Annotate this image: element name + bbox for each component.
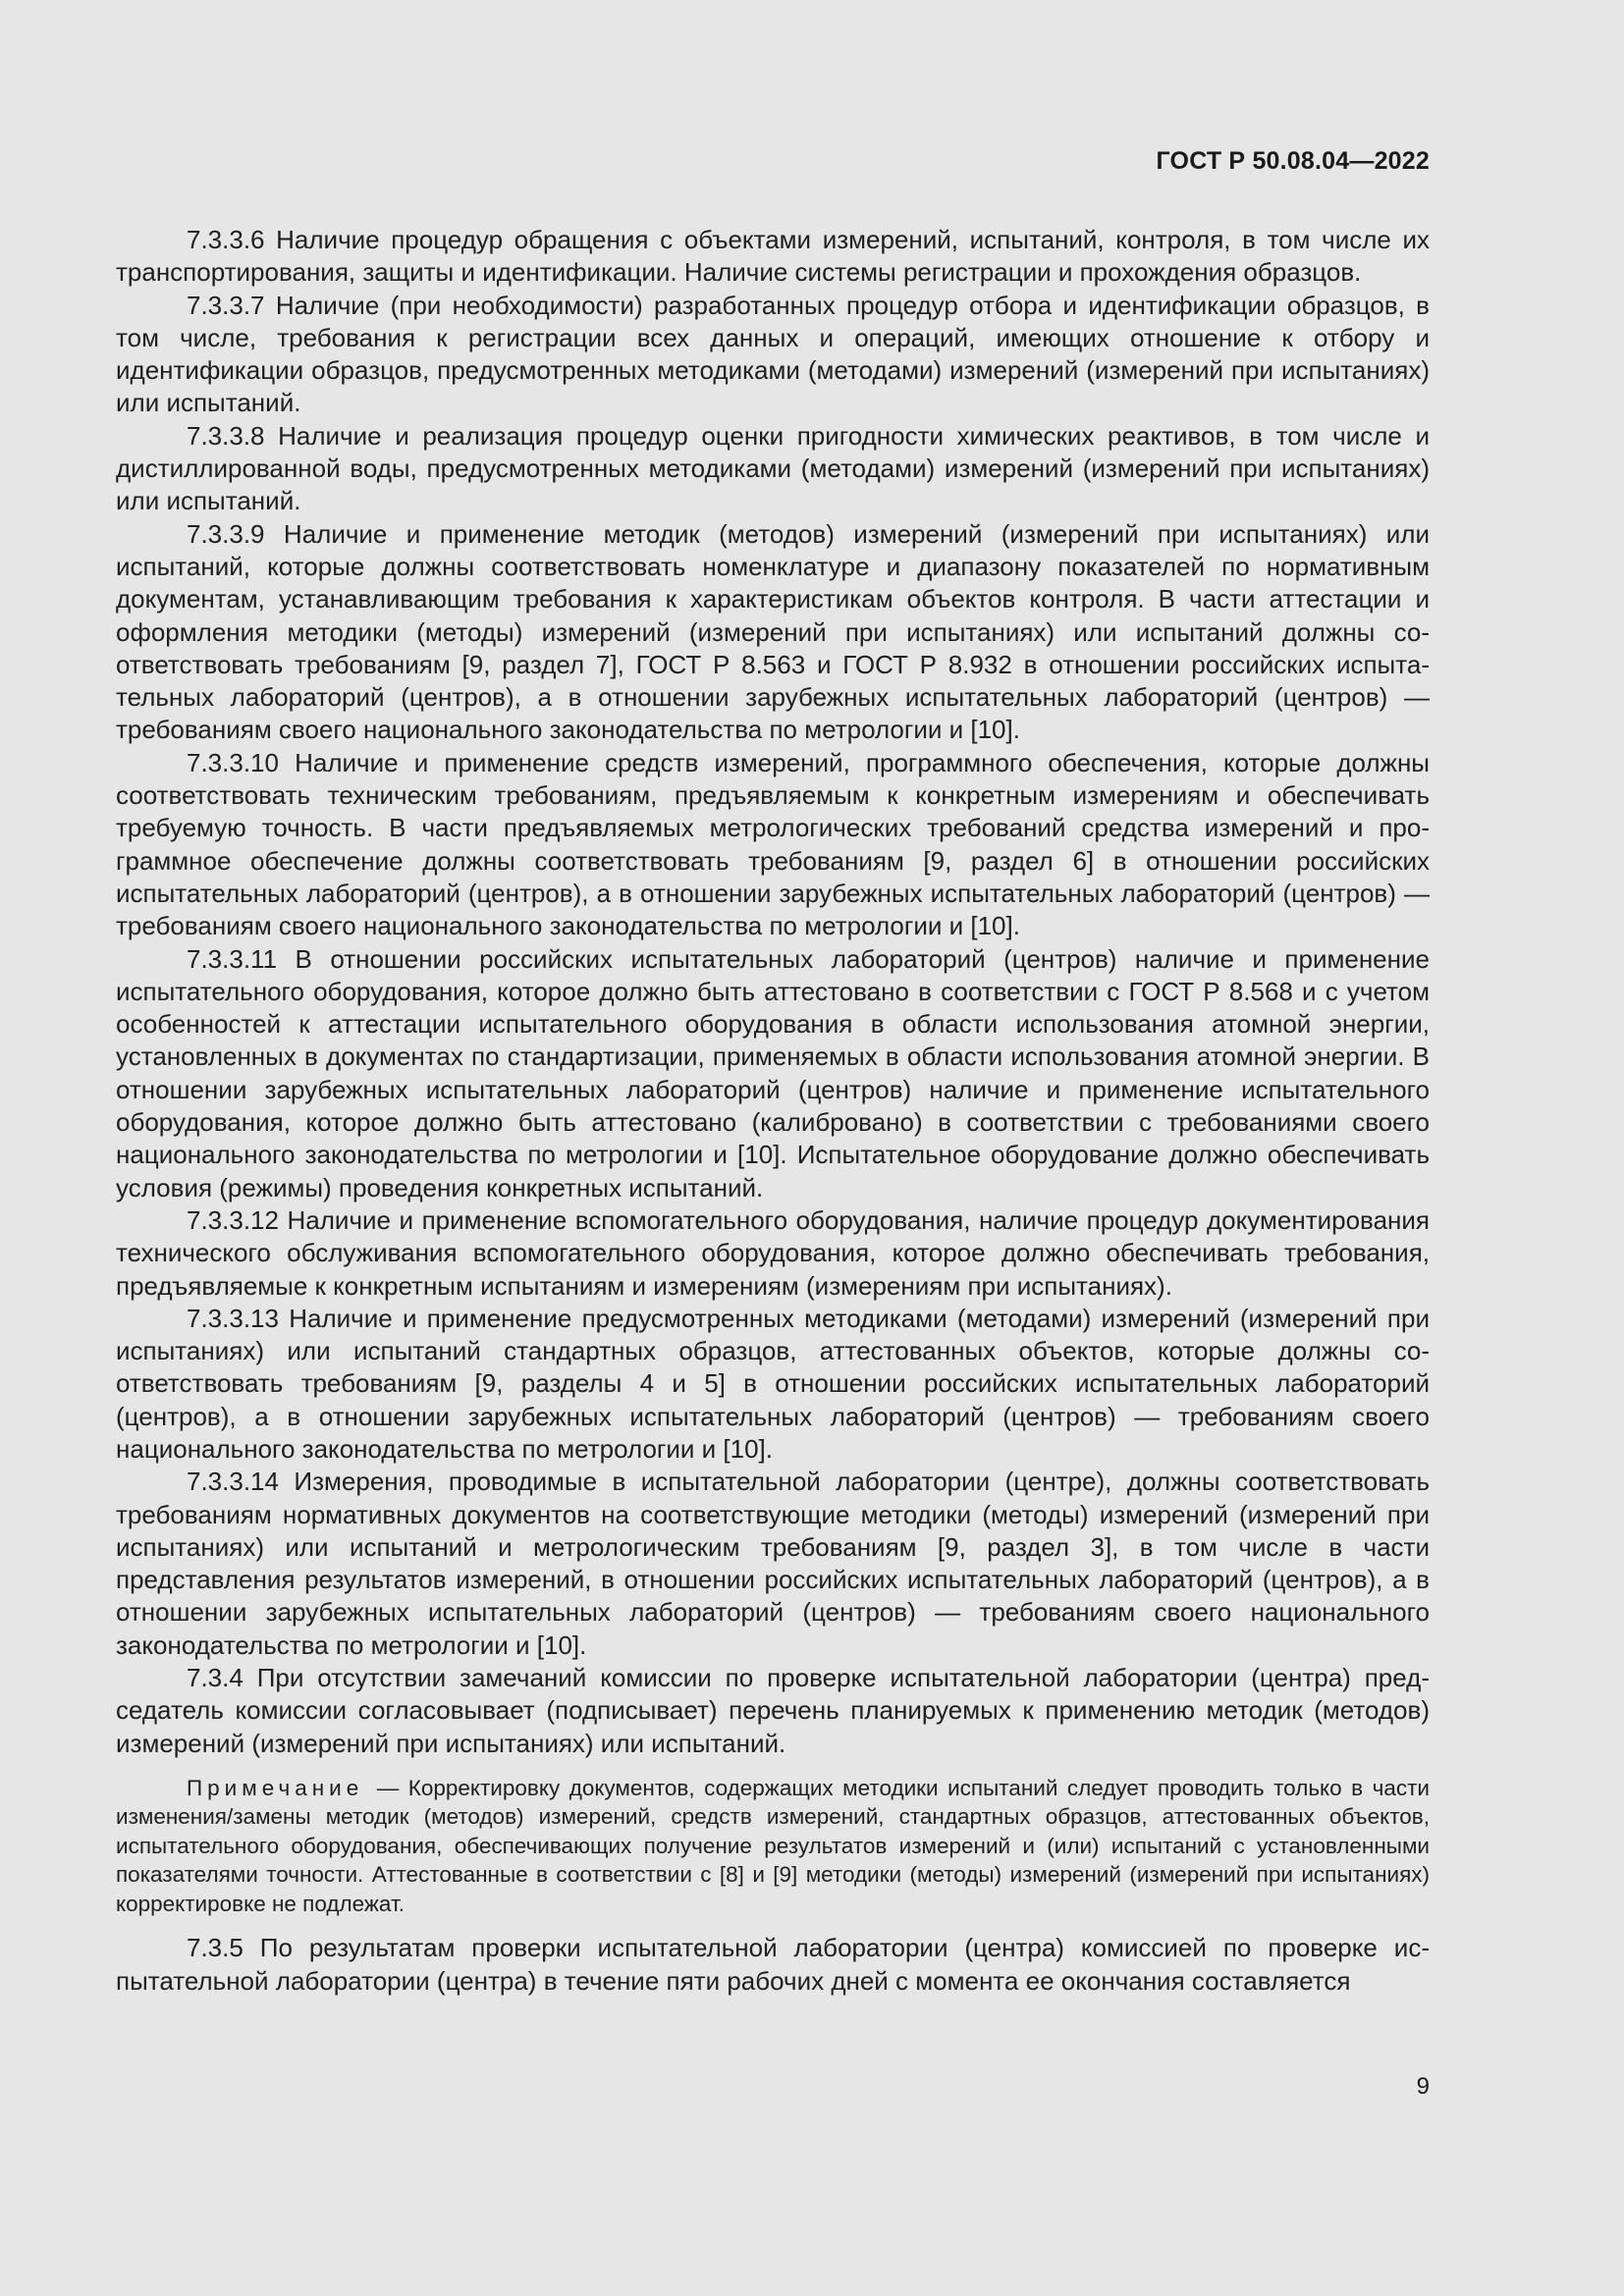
paragraph-7-3-3-7: 7.3.3.7 Наличие (при необходимости) разработанных процедур отбора и идентификации образцов, в том числе, требования к регистрации всех данных и операций, имеющих отношение к отбору и идентификации образцов, предусмотренных методиками (методами) измерений (измерений при испытаниях) или испытаний. [116, 290, 1430, 418]
paragraph-7-3-4: 7.3.4 При отсутствии замечаний комиссии по проверке испытательной лаборатории (центра) председатель комиссии согласовывает (подписывает) перечень планируемых к применению методик (методов) измерений (измерений при испытаниях) или испытаний. [116, 1663, 1430, 1758]
paragraph-7-3-3-10: 7.3.3.10 Наличие и применение средств измерений, программного обеспечения, которые должны соответствовать техническим требованиям, предъявляемым к конкретным измерениям и обеспечивать требуемую точность. В части предъявляемых метрологических требований средства измерений и программное обеспечение должны соответствовать требованиям [9, раздел 6] в отношении российских испытательных лабораторий (центров), а в отношении зарубежных испытательных лабораторий (центров) — требованиям своего национального законодательства по метрологии и [10]. [116, 747, 1430, 941]
paragraph-7-3-3-8: 7.3.3.8 Наличие и реализация процедур оценки пригодности химических реактивов, в том числе и дистиллированной воды, предусмотренных методиками (методами) измерений (измерений при испытаниях) или испытаний. [116, 420, 1430, 516]
note-text: — Корректировку документов, содержащих методики испытаний следует проводить только в части изменения/замены методик (методов) измерений, средств измерений, стандартных образцов, аттестованных объектов, испытательного оборудования, обеспечивающих получение результатов измерений и (или) испытаний с установленными показателями точности. Аттестованные в соответствии с [8] и [9] методики (методы) измерений (измерений при испытаниях) корректировке не подлежат. [116, 1775, 1430, 1916]
note-label: Примечание [187, 1775, 364, 1800]
paragraph-7-3-3-11: 7.3.3.11 В отношении российских испытательных лабораторий (центров) наличие и применение испытательного оборудования, которое должно быть аттестовано в соответствии с ГОСТ Р 8.568 и с учетом особенностей к аттестации испытательного оборудования в области использования атомной энергии, установленных в документах по стандартизации, применяемых в области использования атомной энергии. В отношении зарубежных испытательных лабораторий (центров) наличие и применение испытательного оборудования, которое должно быть аттестовано (калибровано) в соответствии с требованиями своего национального законодательства по метрологии и [10]. Испытательное оборудование должно обеспечивать условия (режимы) проведения конкретных испытаний. [116, 943, 1430, 1202]
document-code-header: ГОСТ Р 50.08.04—2022 [1156, 147, 1430, 175]
note-block [116, 1774, 1430, 1919]
paragraph-7-3-3-14: 7.3.3.14 Измерения, проводимые в испытательной лаборатории (центре), должны соответствовать требованиям нормативных документов на соответствующие методики (методы) измерений (измерений при испытаниях) или испытаний и метрологическим требованиям [9, раздел 3], в том числе в части представления результатов измерений, в отношении российских испытательных лабораторий (центров), а в отношении зарубежных испытательных лабораторий (центров) — требованиям своего национального законодательства по метрологии и [10]. [116, 1467, 1430, 1660]
paragraph-7-3-3-9: 7.3.3.9 Наличие и применение методик (методов) измерений (измерений при испытаниях) или испытаний, которые должны соответствовать номенклатуре и диапазону показателей по нормативным документам, устанавливающим требования к характеристикам объектов контроля. В части аттестации и оформления методики (методы) измерений (измерений при испытаниях) или испытаний должны соответствовать требованиям [9, раздел 7], ГОСТ Р 8.563 и ГОСТ Р 8.932 в отношении российских испытательных лабораторий (центров), а в отношении зарубежных испытательных лабораторий (центров) — требованиям своего национального законодательства по метрологии и [10]. [116, 518, 1430, 745]
paragraph-7-3-3-6: 7.3.3.6 Наличие процедур обращения с объектами измерений, испытаний, контроля, в том числе их транспортирования, защиты и идентификации. Наличие системы регистрации и прохождения образцов. [116, 225, 1430, 288]
page-number: 9 [1416, 2073, 1430, 2100]
paragraph-7-3-3-13: 7.3.3.13 Наличие и применение предусмотренных методиками (методами) измерений (измерений при испытаниях) или испытаний стандартных образцов, аттестованных объектов, которые должны соответствовать требованиям [9, разделы 4 и 5] в отношении российских испытательных лабораторий (центров), а в отношении зарубежных испытательных лабораторий (центров) — требованиям своего национального законодательства по метрологии и [10]. [116, 1303, 1430, 1464]
document-body [116, 224, 1430, 1998]
paragraph-7-3-3-12: 7.3.3.12 Наличие и применение вспомогательного оборудования, наличие процедур документирования технического обслуживания вспомогательного оборудования, которое должно обеспечивать требования, предъявляемые к конкретным испытаниям и измерениям (измерениям при испытаниях). [116, 1204, 1430, 1301]
paragraph-7-3-5: 7.3.5 По результатам проверки испытательной лаборатории (центра) комиссией по проверке испытательной лаборатории (центра) в течение пяти рабочих дней с момента ее окончания составляется [116, 1933, 1430, 1996]
